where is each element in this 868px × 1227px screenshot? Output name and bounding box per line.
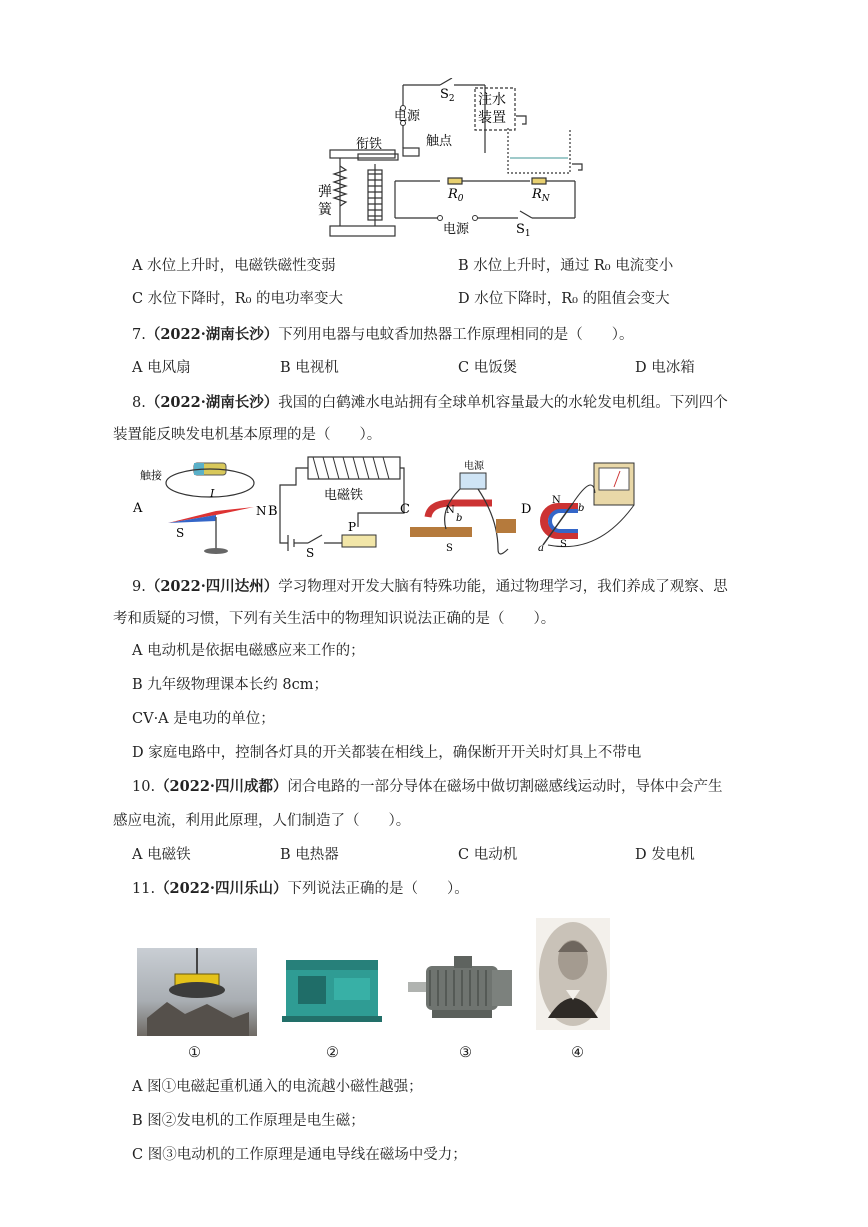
q10-option-d: D 发电机 [635,847,695,863]
s1-label: S [516,222,525,237]
q6-option-a: A 水位上升时，电磁铁磁性变弱 [132,258,336,274]
q10-stem-line-1 [132,777,722,797]
needle-n-label: N [256,504,267,518]
scientist-portrait-image [536,918,610,1030]
contact-label: 触点 [426,134,453,149]
svg-text:S1 [516,222,531,239]
electromagnet-label: 电磁铁 [324,488,364,503]
spring-label-2: 簧 [318,202,332,218]
svg-text:S2 [440,87,455,104]
q7-option-c: C 电饭煲 [458,360,518,376]
s2-label: S [440,87,449,102]
q11-stem [132,879,469,899]
q7-text: 下列用电器与电蚊香加热器工作原理相同的是（ ）。 [278,327,634,343]
q7-option-b: B 电视机 [280,360,339,376]
q8-source-tag: （2022·湖南长沙） [145,394,279,411]
q11-source-tag: （2022·四川乐山） [155,880,288,897]
inject-label-2: 装置 [478,110,506,126]
q8-number: 8. [132,395,146,411]
q7-option-a: A 电风扇 [132,360,191,376]
q6-option-c: C 水位下降时，R₀ 的电功率变大 [132,291,344,307]
q11-number: 11. [132,881,156,897]
current-label: I [210,487,215,500]
q9-stem-line-1 [132,577,728,597]
q9-option-d: D 家庭电路中，控制各灯具的开关都装在相线上，确保断开开关时灯具上不带电 [132,745,642,761]
water-level-circuit-figure [300,78,600,243]
q10-stem-line-2: 感应电流，利用此原理，人们制造了（ ）。 [113,813,411,829]
image-caption-2: ② [326,1045,339,1061]
fig-d-label: D [521,502,532,517]
q8-stem-line-2: 装置能反映发电机基本原理的是（ ）。 [113,427,382,443]
q7-number: 7. [132,327,146,343]
power-bottom-label: 电源 [443,222,470,237]
spring-label-1: 弹 [318,184,332,200]
needle-s-label: S [176,526,185,540]
s2-sub: 2 [448,94,455,104]
q9-stem-line-2: 考和质疑的习惯，下列有关生活中的物理知识说法正确的是（ ）。 [113,611,556,627]
q7-source-tag: （2022·湖南长沙） [145,326,279,343]
q6-option-d: D 水位下降时，R₀ 的阻值会变大 [458,291,670,307]
fig-a-label: A [133,501,143,516]
q9-option-c: CV·A 是电功的单位； [132,711,275,727]
d-a-label: a [538,543,544,554]
electric-motor-image [402,948,520,1030]
armature-label: 衔铁 [356,137,383,152]
rn-sub: N [541,194,550,204]
touch-label: 触接 [140,469,162,482]
q9-text-1: 学习物理对开发大脑有特殊功能，通过物理学习，我们养成了观察、思 [278,579,728,595]
image-caption-4: ④ [571,1045,584,1061]
image-caption-1: ① [188,1045,201,1061]
q7-option-d: D 电冰箱 [635,360,695,376]
q7-stem [132,325,634,345]
svg-text:RN [531,187,551,204]
s1-sub: 1 [524,229,531,239]
d-n-label: N [552,495,561,506]
generator-set-image [278,948,388,1030]
image-caption-3: ③ [459,1045,472,1061]
fig-b-label: B [268,504,278,519]
q10-source-tag: （2022·四川成都） [155,778,288,795]
power-top-label: 电源 [394,109,421,124]
r0-sub: 0 [457,194,464,204]
q11-option-c: C 图③电动机的工作原理是通电导线在磁场中受力； [132,1147,467,1163]
electromagnetic-crane-image [137,948,257,1036]
q9-option-a: A 电动机是依据电磁感应来工作的； [132,643,365,659]
switch-s-label: S [306,546,315,560]
slider-p-label: P [348,520,357,534]
svg-text:R0 [447,187,464,204]
d-s-label: S [560,539,567,550]
q11-option-b: B 图②发电机的工作原理是电生磁； [132,1113,365,1129]
q10-text-1: 闭合电路的一部分导体在磁场中做切割磁感线运动时，导体中会产生 [287,779,723,795]
c-b-label: b [456,513,463,524]
c-s-label: S [446,543,453,554]
q9-option-b: B 九年级物理课本长约 8cm； [132,677,328,693]
rn-label: R [532,187,542,202]
inject-label-1: 注水 [478,92,506,108]
q10-option-c: C 电动机 [458,847,518,863]
q10-option-a: A 电磁铁 [132,847,191,863]
q6-option-b: B 水位上升时，通过 R₀ 电流变小 [458,258,674,274]
power-source-label: 电源 [464,461,484,472]
q8-text-1: 我国的白鹤滩水电站拥有全球单机容量最大的水轮发电机组。下列四个 [278,395,728,411]
q9-source-tag: （2022·四川达州） [145,578,279,595]
q11-text: 下列说法正确的是（ ）。 [287,881,469,897]
generator-principle-figure [128,455,648,563]
fig-c-label: C [400,502,410,517]
q10-option-b: B 电热器 [280,847,339,863]
q11-option-a: A 图①电磁起重机通入的电流越小磁性越强； [132,1079,423,1095]
q10-number: 10. [132,779,156,795]
r0-label: R [448,187,458,202]
c-n-label: N [446,505,455,516]
q8-stem-line-1 [132,393,728,413]
q9-number: 9. [132,579,146,595]
d-b-label: b [578,503,585,514]
